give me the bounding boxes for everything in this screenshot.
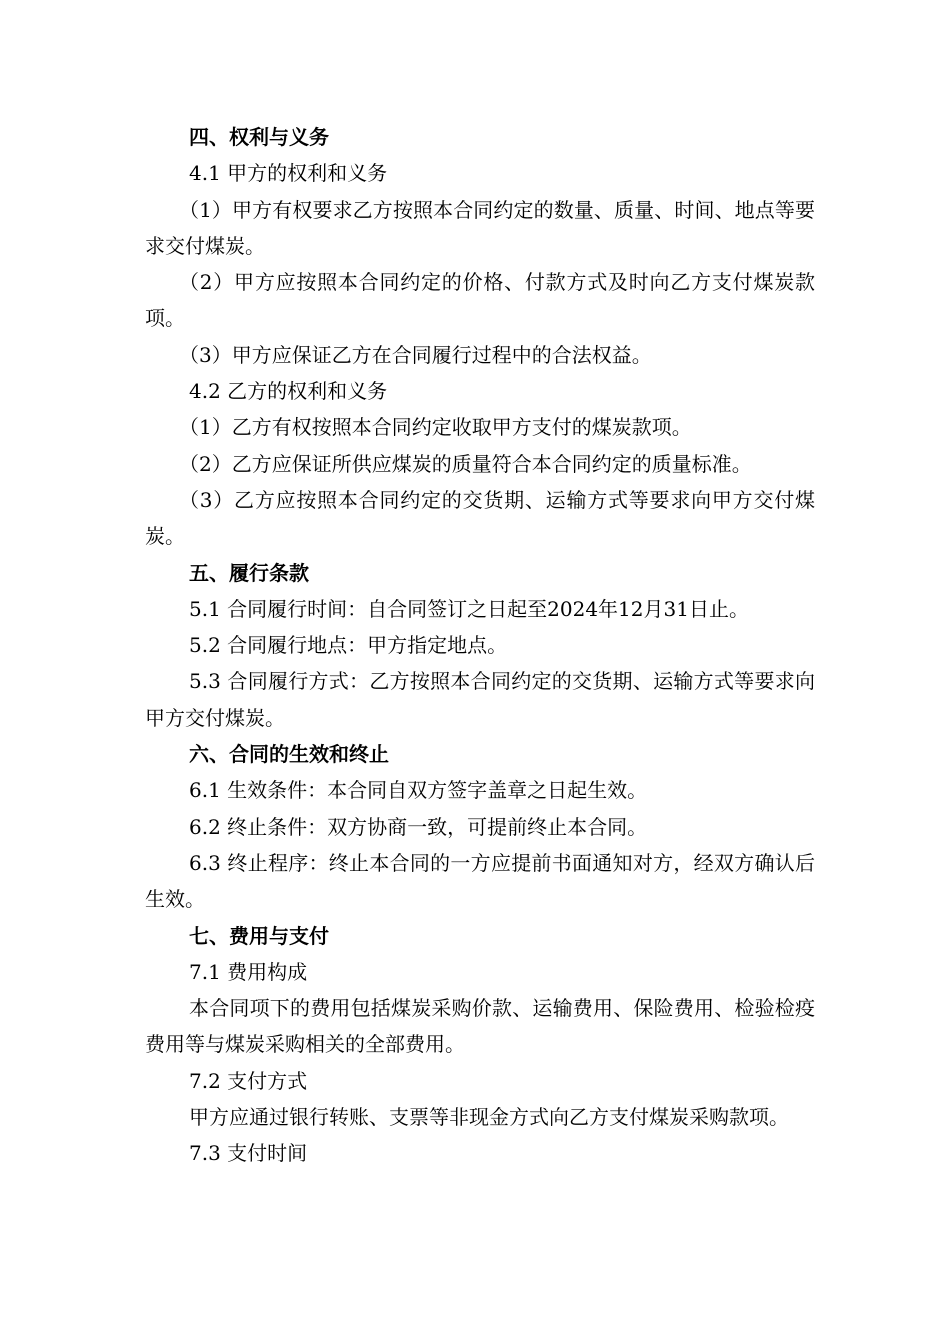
- section-heading-fees-payment: 七、费用与支付: [189, 923, 329, 948]
- clause-7-1-body: 本合同项下的费用包括煤炭采购价款、运输费用、保险费用、检验检疫费用等与煤炭采购相关的全部费用。: [145, 996, 815, 1057]
- clause-5-3: 5.3 合同履行方式：乙方按照本合同约定的交货期、运输方式等要求向甲方交付煤炭。: [145, 669, 815, 730]
- clause-4-2-heading: 4.2 乙方的权利和义务: [189, 379, 388, 404]
- document-body: [145, 119, 815, 1172]
- clause-4-2-item-1: （1）乙方有权按照本合同约定收取甲方支付的煤炭款项。: [179, 415, 692, 440]
- clause-4-1-item-3: （3）甲方应保证乙方在合同履行过程中的合法权益。: [179, 342, 652, 367]
- clause-4-1-item-1: （1）甲方有权要求乙方按照本合同约定的数量、质量、时间、地点等要求交付煤炭。: [145, 197, 815, 258]
- clause-7-2-heading: 7.2 支付方式: [189, 1068, 308, 1093]
- clause-4-2-item-3: （3）乙方应按照本合同约定的交货期、运输方式等要求向甲方交付煤炭。: [145, 487, 815, 549]
- clause-7-2-body: 甲方应通过银行转账、支票等非现金方式向乙方支付煤炭采购款项。: [189, 1105, 789, 1130]
- section-heading-effect-termination: 六、合同的生效和终止: [189, 742, 389, 767]
- clause-5-2: 5.2 合同履行地点：甲方指定地点。: [189, 633, 508, 658]
- clause-7-3-heading: 7.3 支付时间: [189, 1141, 308, 1166]
- clause-4-1-item-2: （2）甲方应按照本合同约定的价格、付款方式及时向乙方支付煤炭款项。: [145, 270, 815, 331]
- clause-7-1-heading: 7.1 费用构成: [189, 959, 308, 984]
- clause-6-3: 6.3 终止程序：终止本合同的一方应提前书面通知对方，经双方确认后生效。: [145, 850, 815, 912]
- section-heading-rights-obligations: 四、权利与义务: [189, 125, 329, 149]
- clause-4-1-heading: 4.1 甲方的权利和义务: [189, 161, 388, 186]
- clause-5-1: 5.1 合同履行时间：自合同签订之日起至2024年12月31日止。: [189, 596, 749, 621]
- clause-4-2-item-2: （2）乙方应保证所供应煤炭的质量符合本合同约定的质量标准。: [179, 451, 752, 476]
- section-heading-performance: 五、履行条款: [189, 560, 309, 585]
- clause-6-2: 6.2 终止条件：双方协商一致，可提前终止本合同。: [189, 814, 648, 839]
- clause-6-1: 6.1 生效条件：本合同自双方签字盖章之日起生效。: [189, 778, 648, 803]
